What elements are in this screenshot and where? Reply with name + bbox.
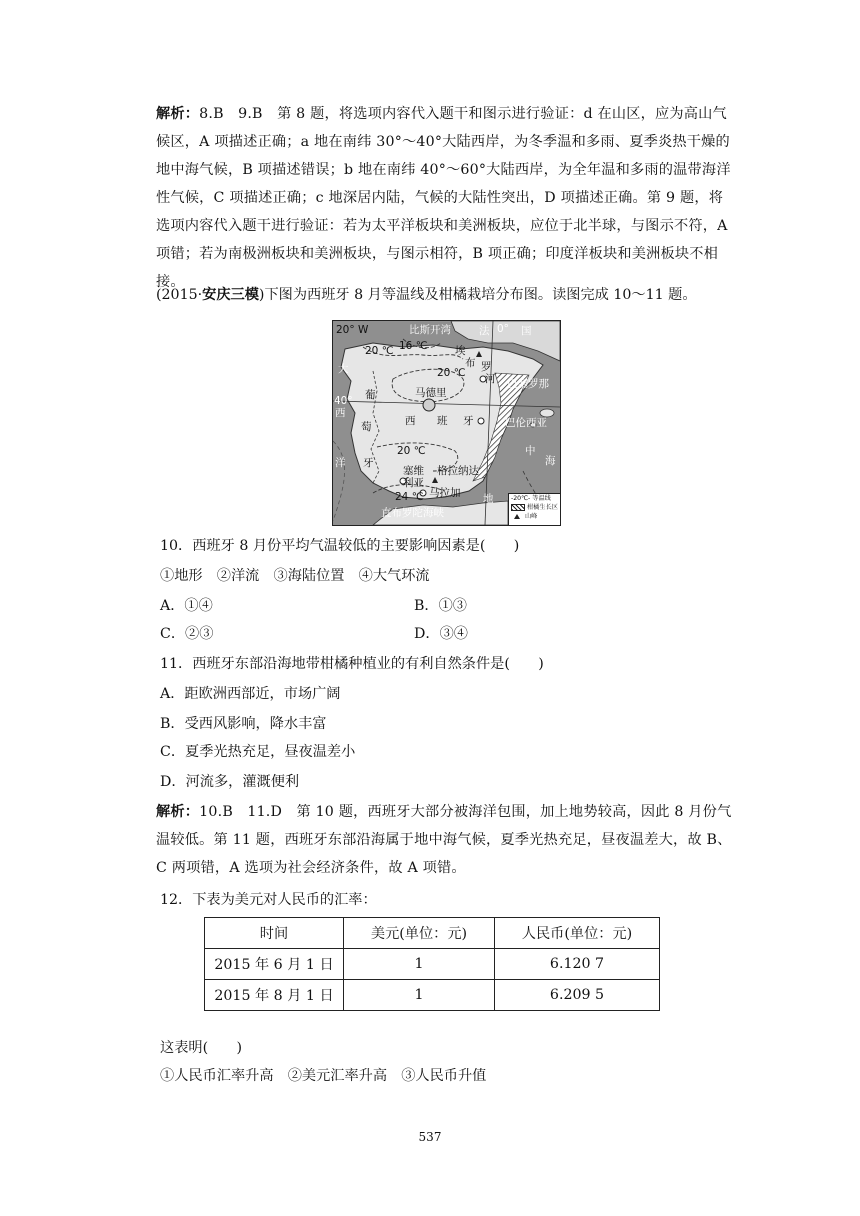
- label-mediterranean-2: 中: [525, 445, 536, 457]
- legend-isotherm-label: -20℃- 等温线: [511, 495, 551, 502]
- source-name: 安庆三模: [202, 287, 259, 303]
- label-lon-0: 0°: [497, 323, 509, 335]
- header-rmb: 人民币(单位：元): [495, 918, 660, 949]
- label-ebro-4: 河: [485, 373, 496, 385]
- question-group-intro: [156, 285, 697, 305]
- q10-option-d: D．③④: [414, 626, 468, 642]
- label-granada: 格拉纳达: [437, 465, 479, 477]
- peak-triangle-icon: [514, 514, 520, 519]
- label-isotherm-20b: 20 ℃: [437, 367, 466, 379]
- label-isotherm-16: 16 ℃: [399, 340, 428, 352]
- exchange-rate-table: [204, 917, 660, 1011]
- header-usd: 美元(单位：元): [344, 918, 495, 949]
- legend-peak-label: 山峰: [525, 513, 538, 520]
- label-seville-2: 利亚: [403, 477, 424, 489]
- spain-isotherm-map: [332, 320, 561, 526]
- label-ebro-1: 埃: [455, 345, 466, 357]
- label-valencia: 巴伦西亚: [505, 417, 547, 429]
- label-atlantic-1: 大: [338, 363, 349, 375]
- cell-date: 2015 年 6 月 1 日: [205, 949, 344, 980]
- hatch-swatch-icon: [511, 504, 525, 511]
- q11-option-d: D．河流多，灌溉便利: [160, 774, 300, 790]
- label-malaga: 马拉加: [429, 487, 461, 499]
- label-bay-of-biscay: 比斯开湾: [409, 324, 451, 336]
- label-mediterranean-1: 海: [545, 455, 556, 467]
- label-portugal-2: 萄: [361, 421, 372, 433]
- map-legend: [508, 493, 561, 526]
- label-gibraltar: 直布罗陀海峡: [381, 507, 444, 519]
- analysis-label: 解析：: [156, 106, 200, 122]
- label-barcelona: 巴塞罗那: [507, 378, 549, 390]
- analysis-paragraph-8-9: [156, 100, 736, 296]
- legend-citrus-label: 柑橘生长区: [527, 504, 558, 511]
- label-portugal-1: 葡: [365, 389, 376, 401]
- source-open: (2015·: [156, 287, 203, 303]
- label-isotherm-20a: 20 ℃: [365, 345, 394, 357]
- q10-option-c: C．②③: [160, 626, 214, 642]
- label-spain-3: 牙: [463, 415, 474, 427]
- legend-citrus: [509, 503, 561, 512]
- q12-stem: 12．下表为美元对人民币的汇率：: [160, 892, 377, 908]
- q12-shows: 这表明( ): [160, 1040, 243, 1056]
- cell-rmb: 6.120 7: [495, 949, 660, 980]
- label-spain-2: 班: [437, 415, 448, 427]
- q11-option-a: A．距欧洲西部近，市场广阔: [160, 686, 341, 702]
- label-lat-40: 40°: [334, 395, 353, 407]
- label-seville-1: 塞维: [403, 465, 424, 477]
- header-time: 时间: [205, 918, 344, 949]
- q11-option-c: C．夏季光热充足，昼夜温差小: [160, 744, 356, 760]
- label-isotherm-24: 24 ℃: [395, 491, 424, 503]
- analysis-text-2: 10.B 11.D 第 10 题，西班牙大部分被海洋包围，加上地势较高，因此 8 月份气温较低。第 11 题，西班牙东部沿海属于地中海气候，夏季光热充足，昼夜温差大，故 B、C 两项错，A 选项为社会经济条件，故 A 项错。: [156, 804, 732, 876]
- q10-option-b: B．①③: [414, 598, 467, 614]
- cell-rmb: 6.209 5: [495, 980, 660, 1011]
- cell-date: 2015 年 8 月 1 日: [205, 980, 344, 1011]
- table-header-row: [205, 918, 660, 949]
- q10-factors: ①地形 ②洋流 ③海陆位置 ④大气环流: [160, 568, 430, 584]
- q10-stem: 10．西班牙 8 月份平均气温较低的主要影响因素是( ): [160, 538, 520, 554]
- table-row: [205, 949, 660, 980]
- legend-peak: [509, 512, 561, 521]
- label-mediterranean-3: 地: [483, 493, 494, 505]
- label-lat-40-w: 西: [335, 407, 346, 419]
- analysis-paragraph-10-11: [156, 798, 736, 882]
- label-spain-1: 西: [405, 415, 416, 427]
- label-ebro-2: 布: [465, 357, 476, 369]
- label-isotherm-20c: 20 ℃: [397, 445, 426, 457]
- analysis-label-2: 解析：: [156, 804, 200, 820]
- label-france-2: 国: [521, 325, 532, 337]
- label-portugal-3: 牙: [363, 457, 374, 469]
- table-row: [205, 980, 660, 1011]
- cell-usd: 1: [344, 949, 495, 980]
- label-madrid: 马德里: [415, 387, 447, 399]
- q11-stem: 11．西班牙东部沿海地带柑橘种植业的有利自然条件是( ): [160, 656, 544, 672]
- legend-isotherm: [509, 494, 561, 503]
- q12-choices: ①人民币汇率升高 ②美元汇率升高 ③人民币升值: [160, 1068, 487, 1084]
- label-france-1: 法: [479, 325, 490, 337]
- analysis-text: 8.B 9.B 第 8 题，将选项内容代入题干和图示进行验证：d 在山区，应为高山气候区，A 项描述正确；a 地在南纬 30°～40°大陆西岸，为冬季温和多雨、夏季炎热干燥的地中海气候，B 项描述错误；b 地在南纬 40°～60°大陆西岸，为全年温和多雨的温带海洋性气候，C 项描述正确；c 地深居内陆，气候的大陆性突出，D 项描述正确。第 9 题，将选项内容代入题干进行验证：若为太平洋板块和美洲板块，应位于北半球，与图示不符，A 项错；若为南极洲板块和美洲板块，与图示相符，B 项正确；印度洋板块和美洲板块不相接。: [156, 106, 731, 290]
- cell-usd: 1: [344, 980, 495, 1011]
- q10-option-a: A．①④: [160, 598, 213, 614]
- q11-option-b: B．受西风影响，降水丰富: [160, 716, 327, 732]
- source-close: ): [258, 287, 265, 303]
- label-lon-20w: 20° W: [336, 324, 369, 336]
- label-atlantic-2: 洋: [335, 457, 346, 469]
- page-number: 537: [418, 1130, 442, 1144]
- label-ebro-3: 罗: [481, 361, 492, 373]
- intro-text: 下图为西班牙 8 月等温线及柑橘栽培分布图。读图完成 10～11 题。: [264, 287, 697, 303]
